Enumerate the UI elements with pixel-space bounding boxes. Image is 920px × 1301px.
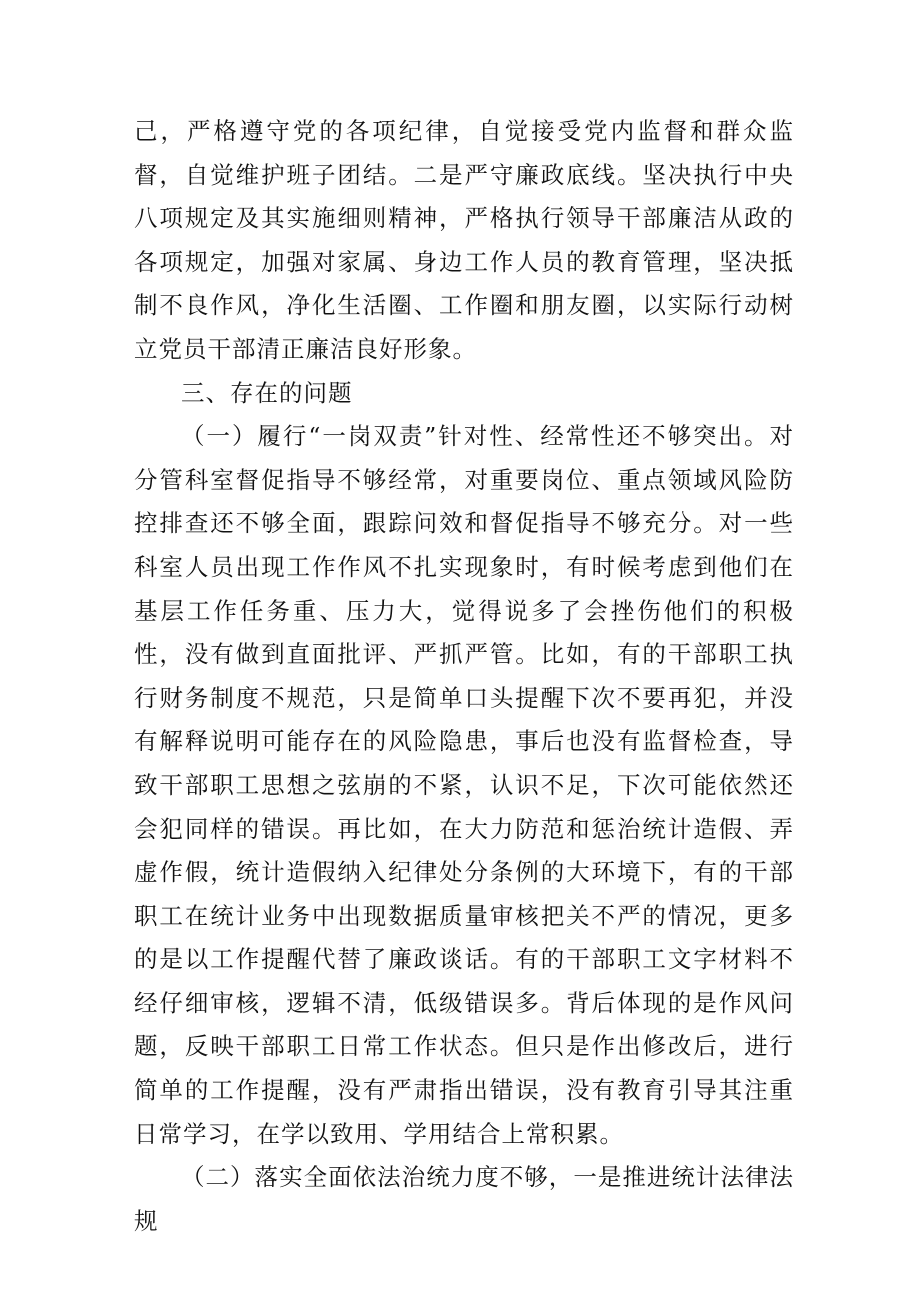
- subsection-two-paragraph: （二）落实全面依法治统力度不够，一是推进统计法律法规: [134, 1163, 794, 1235]
- document-body: [134, 110, 794, 1243]
- section-heading: 三、存在的问题: [181, 378, 353, 407]
- subsection-one-paragraph: （一）履行“一岗双责”针对性、经常性还不够突出。对分管科室督促指导不够经常，对重要岗位、重点领域风险防控排查还不够全面，跟踪问效和督促指导不够充分。对一些科室人员出现工作作风不扎实现象时，有时候考虑到他们在基层工作任务重、压力大，觉得说多了会挫伤他们的积极性，没有做到直面批评、严抓严管。比如，有的干部职工执行财务制度不规范，只是简单口头提醒下次不要再犯，并没有解释说明可能存在的风险隐患，事后也没有监督检查，导致干部职工思想之弦崩的不紧，认识不足，下次可能依然还会犯同样的错误。再比如，在大力防范和惩治统计造假、弄虚作假，统计造假纳入纪律处分条例的大环境下，有的干部职工在统计业务中出现数据质量审核把关不严的情况，更多的是以工作提醒代替了廉政谈话。有的干部职工文字材料不经仔细审核，逻辑不清，低级错误多。背后体现的是作风问题，反映干部职工日常工作状态。但只是作出修改后，进行简单的工作提醒，没有严肃指出错误，没有教育引导其注重日常学习，在学以致用、学用结合上常积累。: [134, 422, 794, 1148]
- continuation-paragraph: 己，严格遵守党的各项纪律，自觉接受党内监督和群众监督，自觉维护班子团结。二是严守廉政底线。坚决执行中央八项规定及其实施细则精神，严格执行领导干部廉洁从政的各项规定，加强对家属、身边工作人员的教育管理，坚决抵制不良作风，净化生活圈、工作圈和朋友圈，以实际行动树立党员干部清正廉洁良好形象。: [134, 117, 794, 363]
